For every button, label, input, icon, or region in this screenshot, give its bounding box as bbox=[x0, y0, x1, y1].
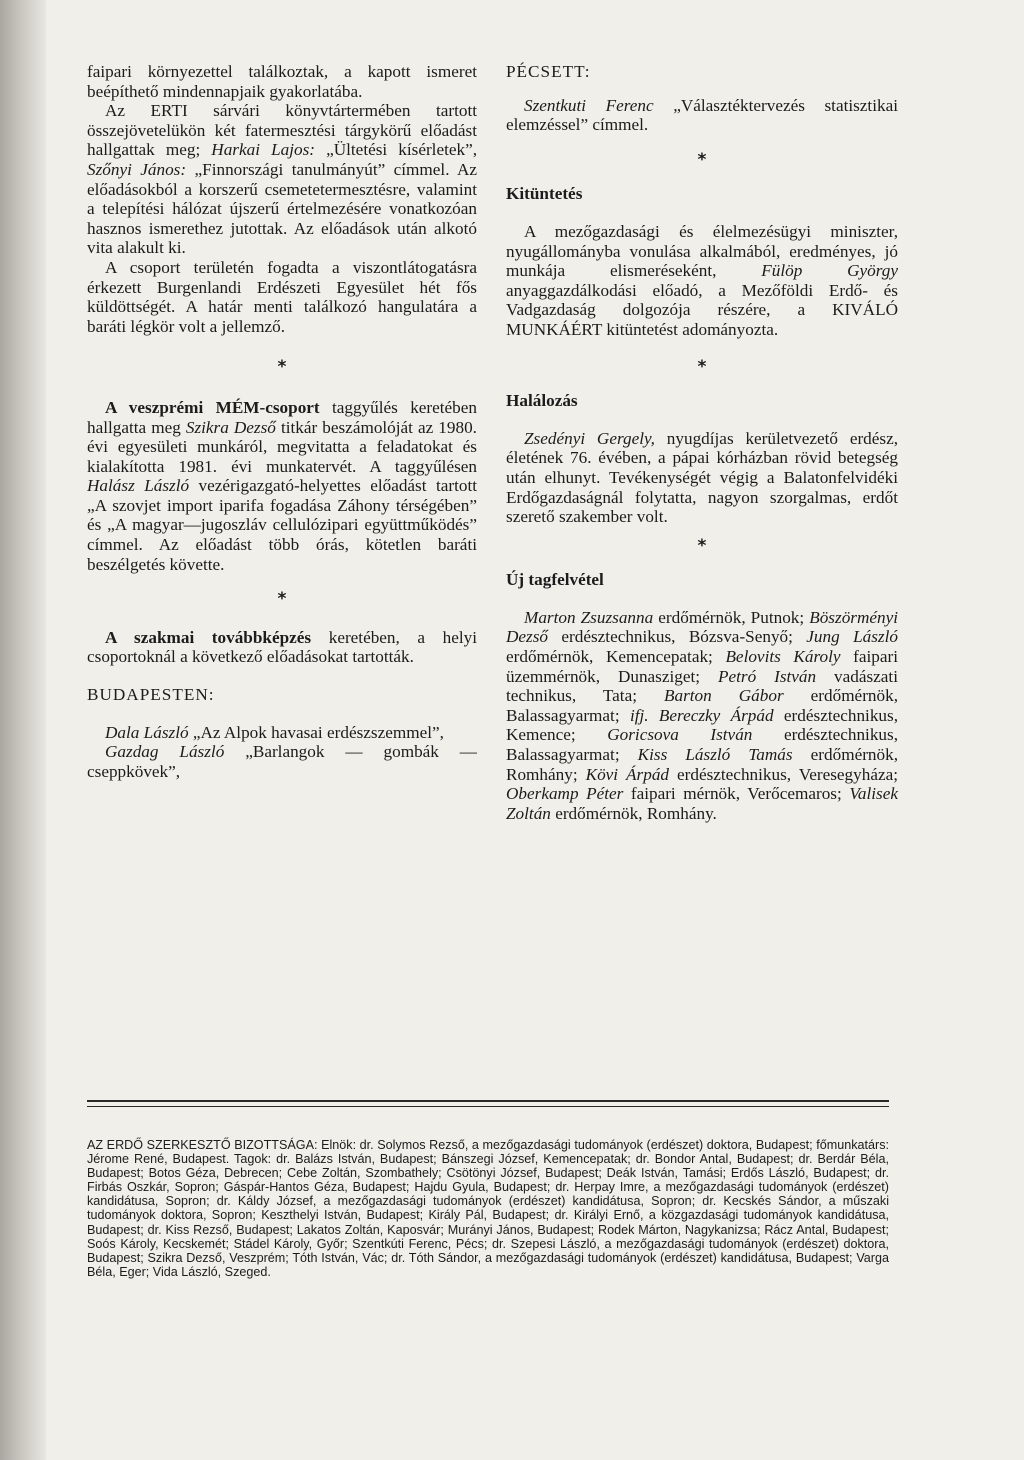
member-description: erdésztechnikus, Kemence; bbox=[506, 705, 898, 745]
paragraph-intro: faipari környezettel találkoztak, a kapott ismeret beépíthető mindennapjaik gyakorlatába. bbox=[87, 62, 477, 101]
footer-divider bbox=[87, 1106, 889, 1107]
member-description: erdőmérnök, Kemencepatak; bbox=[506, 647, 726, 667]
member-name: Petró István bbox=[717, 666, 817, 686]
member-description: faipari mérnök, Verőcemaros; bbox=[623, 784, 850, 804]
page-binding-shadow bbox=[0, 0, 46, 1460]
heading-obituary: Halálozás bbox=[506, 391, 578, 411]
member-description: erdőmérnök, Putnok; bbox=[653, 607, 810, 627]
member-description: vadászati technikus, Tata; bbox=[506, 666, 898, 706]
speaker-name: Szőnyi János: bbox=[87, 159, 187, 179]
member-description: erdésztechnikus, Balassagyarmat; bbox=[506, 725, 899, 765]
left-column bbox=[87, 62, 477, 781]
member-description: erdésztechnikus, Veresegyháza; bbox=[669, 764, 898, 784]
section-separator-star: * bbox=[277, 589, 287, 610]
member-name: Kiss László Tamás bbox=[637, 745, 793, 765]
member-name: ifj. Bereczky Árpád bbox=[629, 705, 774, 725]
member-name: Goricsova István bbox=[607, 725, 753, 745]
person-name: Szikra Dezső bbox=[185, 417, 276, 437]
member-description: erdésztechnikus, Bózsva-Senyő; bbox=[548, 627, 807, 647]
new-members-list bbox=[506, 608, 898, 824]
person-name: Halász László bbox=[87, 476, 190, 496]
section-separator-star: * bbox=[697, 535, 707, 556]
person-name: Fülöp György bbox=[761, 261, 899, 281]
member-name: Marton Zsuzsanna bbox=[524, 607, 654, 627]
member-description: faipari üzemmérnök, Dunasziget; bbox=[506, 647, 898, 686]
paragraph-training: A szakmai továbbképzés keretében, a helyi csoportoknál a következő előadásokat tartották. bbox=[87, 627, 477, 667]
section-separator-star: * bbox=[697, 356, 707, 377]
paragraph-veszprem: A veszprémi MÉM-csoport taggyűlés keretében hallgatta meg Szikra Dezső titkár beszámolóját az 1980. évi egyesületi munkáról, megvitatta a feladatokat és kialakította 1981. évi munkatervét. A taggyűlésen Halász László vezérigazgató-helyettes előadást tartott „A szovjet import iparifa fogadása Záhony térségében” és „A magyar—jugoszláv cellulózipari együttműködés” címmel. Az előadást több órás, kötetlen baráti beszélgetés követte. bbox=[87, 397, 477, 574]
paragraph-award: A mezőgazdasági és élelmezésügyi miniszter, nyugállományba vonulása alkalmából, eredményes, jó munkája elismeréseként, Fülöp György anyaggazdálkodási előadó, a Mezőföldi Erdő- és Vadgazdaság dolgozója részére, a KIVÁLÓ MUNKÁÉRT kitüntetést adományozta. bbox=[506, 221, 899, 339]
editorial-board-credits: AZ ERDŐ SZERKESZTŐ BIZOTTSÁGA: Elnök: dr. Solymos Rezső, a mezőgazdasági tudományok (erdészet) doktora, Budapest; főmunkatárs: Jérome René, Budapest. Tagok: dr. Balázs István, Budapest; Bánszegi József, Kemencepatak; dr. Bondor Antal, Budapest; dr. Berdár Béla, Budapest; Botos Géza, Debrecen; Cebe Zoltán, Szombathely; Csötönyi József, Budapest; Deák István, Tamási; Erdős László, Budapest; dr. Firbás Oszkár, Sopron; Gáspár-Hantos Géza, Budapest; Hajdu Gyula, Budapest; dr. Herpay Imre, a mezőgazdasági tudományok (erdészet) kandidátusa, Sopron; dr. Káldy József, a mezőgazdasági tudományok (erdészet) kandidátusa, Sopron; dr. Kecskés Sándor, a műszaki tudományok doktora, Sopron; Keszthelyi István, Budapest; Király Pál, Budapest; dr. Királyi Ernő, a közgazdasági tudományok kandidátusa, Budapest; dr. Kiss Rezső, Budapest; Lakatos Zoltán, Kaposvár; Murányi János, Budapest; Rodek Márton, Nagykanizsa; Rácz Antal, Budapest; Soós Károly, Kecskemét; Stádel Károly, Győr; Szentkúti Ferenc, Pécs; dr. Szepesi László, a mezőgazdasági tudományok (erdészet) doktora, Budapest; Szikra Dezső, Veszprém; Tóth István, Vác; dr. Tóth Sándor, a mezőgazdasági tudományok (erdészet) kandidátusa, Budapest; Varga Béla, Eger; Vida László, Szeged. bbox=[87, 1138, 889, 1279]
person-name: Zsedényi Gergely, bbox=[524, 428, 655, 448]
paragraph-burgenland-visit: A csoport területén fogadta a viszontlátogatásra érkezett Burgenlandi Erdészeti Egyesület hét fős küldöttségét. A határ menti találkozó hangulatára a baráti légkör volt a jellemző. bbox=[87, 257, 477, 336]
section-lead: A veszprémi MÉM-csoport bbox=[105, 397, 320, 417]
lecture-entry: Szentkuti Ferenc „Választéktervezés statisztikai elemzéssel” címmel. bbox=[506, 95, 898, 135]
city-heading-budapest: BUDAPESTEN: bbox=[87, 685, 215, 705]
member-name: Valisek Zoltán bbox=[506, 784, 898, 823]
section-separator-star: * bbox=[277, 357, 287, 378]
member-name: Jung László bbox=[806, 627, 898, 647]
member-name: Böszörményi Dezső bbox=[506, 607, 899, 647]
lecture-entry: Dala László „Az Alpok havasai erdészszemmel”, bbox=[105, 722, 444, 742]
section-lead: A szakmai továbbképzés bbox=[105, 627, 312, 647]
section-separator-star: * bbox=[697, 149, 707, 170]
member-description: erdőmérnök, Romhány; bbox=[506, 745, 898, 784]
member-name: Kövi Árpád bbox=[585, 764, 670, 784]
heading-award: Kitüntetés bbox=[506, 184, 583, 204]
paragraph-obituary: Zsedényi Gergely, nyugdíjas kerületvezető erdész, életének 76. évében, a pápai kórházban rövid betegség után elhunyt. Tevékenységét végig a Balatonfelvidéki Erdőgazdaságnál folytatta, nagyon szorgalmas, erdőt szerető szakember volt. bbox=[506, 428, 899, 527]
member-name: Barton Gábor bbox=[664, 686, 784, 706]
footer-divider bbox=[87, 1100, 889, 1102]
paragraph-erti-meeting: Az ERTI sárvári könyvtártermében tartott összejövetelükön két fatermesztési tárgykörű előadást hallgattak meg; Harkai Lajos: „Ültetési kísérletek”, Szőnyi János: „Finnországi tanulmányút” címmel. Az előadásokból a korszerű csemetetermesztésre, valamint a telepítési hálózat újszerű értelmezésére vonatkozóan hasznos ismerethez jutottak. Az előadások után alkotó vita alakult ki. bbox=[87, 101, 477, 258]
lecture-entry: Gazdag László „Barlangok — gombák — cseppkövek”, bbox=[87, 742, 477, 781]
city-heading-pecs: PÉCSETT: bbox=[506, 62, 591, 81]
member-description: erdőmérnök, Balassagyarmat; bbox=[506, 686, 898, 725]
member-name: Belovits Károly bbox=[725, 647, 841, 667]
heading-new-members: Új tagfelvétel bbox=[506, 570, 604, 590]
right-column bbox=[506, 62, 898, 823]
member-name: Oberkamp Péter bbox=[506, 784, 624, 804]
member-description: erdőmérnök, Romhány. bbox=[550, 803, 717, 823]
speaker-name: Harkai Lajos: bbox=[211, 140, 316, 160]
